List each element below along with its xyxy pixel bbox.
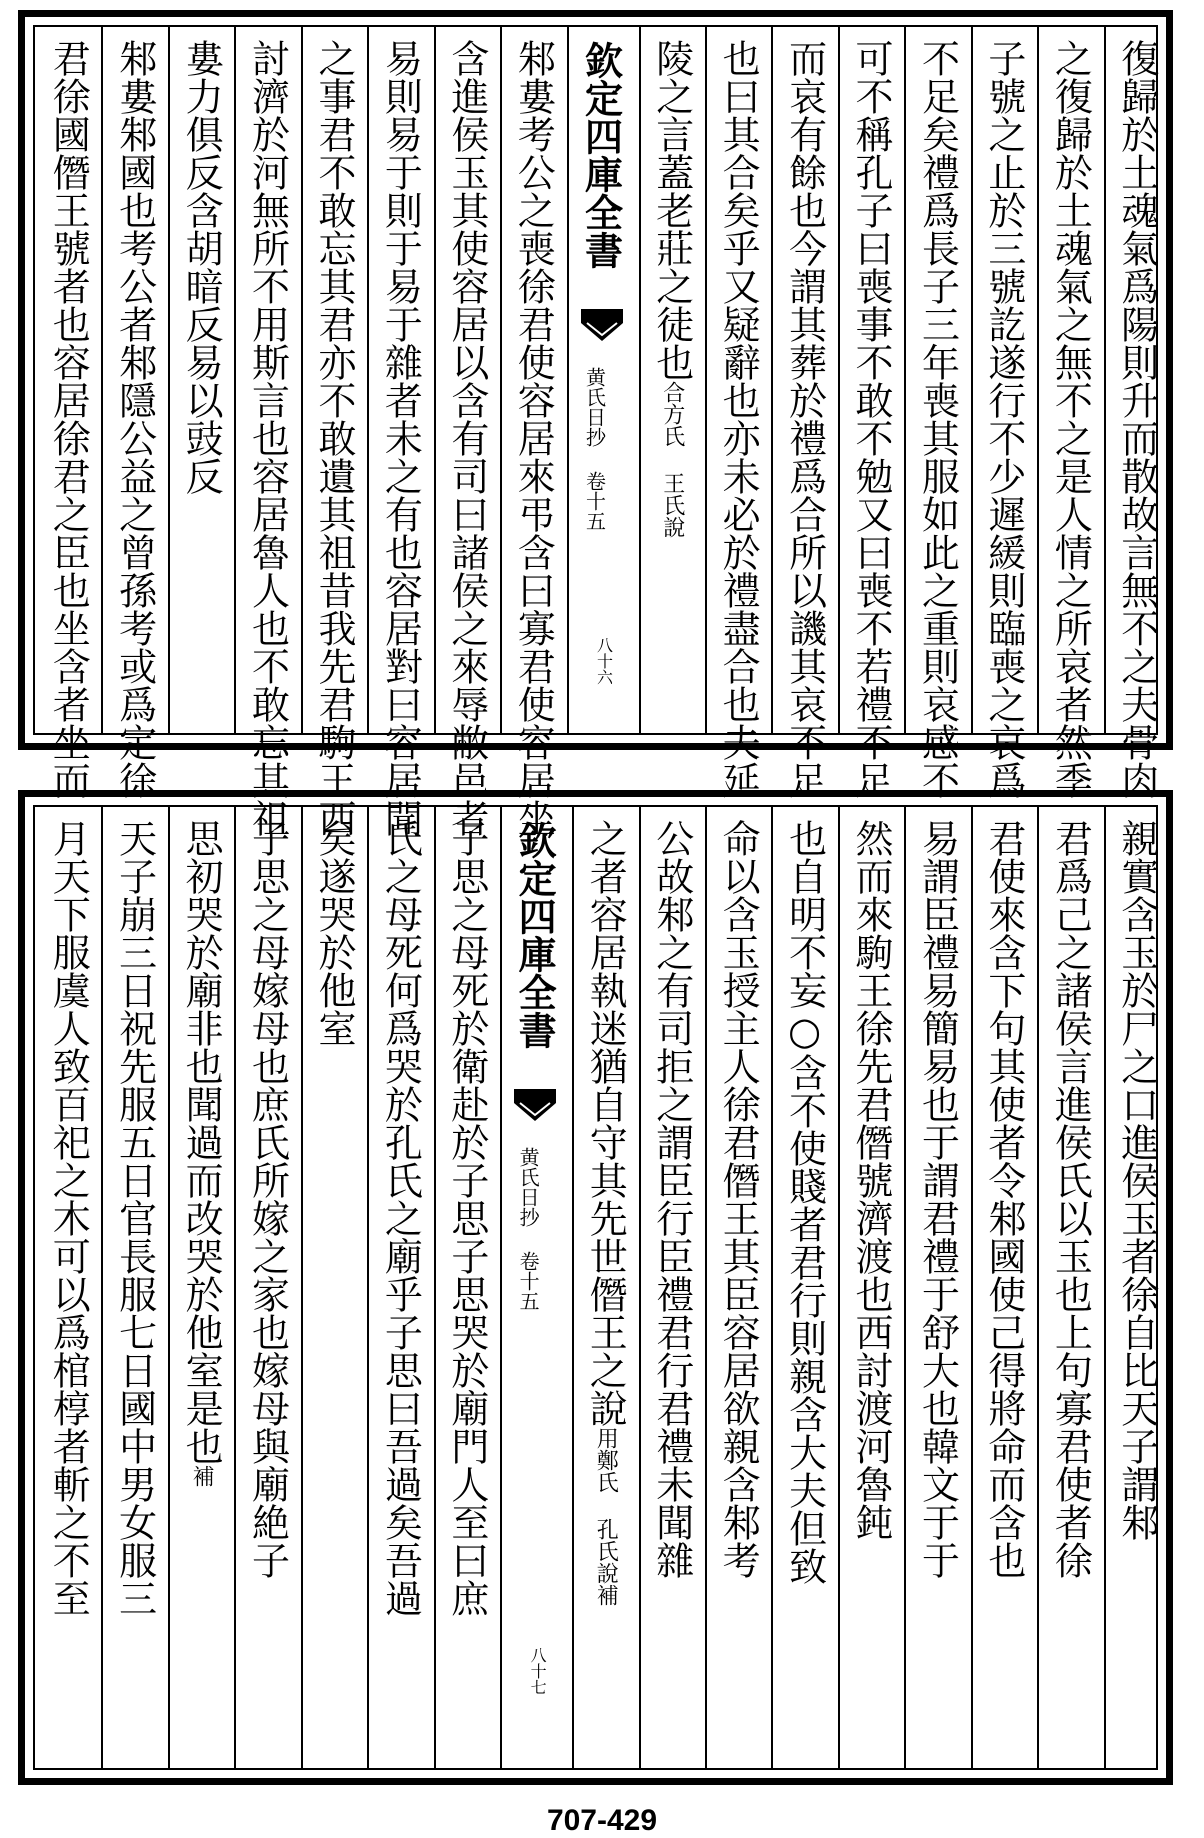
column-rule [234, 807, 236, 1768]
column-rule [572, 807, 574, 1768]
text-column: 之復歸於土魂氣之無不之是人情之所哀者然季 [1048, 39, 1093, 799]
column-rule [367, 27, 369, 733]
bottom-page [0, 780, 1204, 1790]
text-column: 含進侯玉其使容居以含有司曰諸侯之來辱敝邑者 [444, 39, 489, 837]
gutter-title: 欽定四庫全書 [578, 41, 624, 269]
text-column: 君爲己之諸侯言進侯氏以玉也上句寡君使者徐 [1048, 819, 1093, 1579]
column-rule [567, 27, 569, 733]
text-column: 易則易于則于易于雜者未之有也容居對曰容居聞 [378, 39, 423, 837]
page-number: 707-429 [546, 1804, 658, 1837]
page-gutter [567, 27, 639, 733]
column-rule [904, 27, 906, 733]
text-column: 之事君不敢忘其君亦不敢遺其祖昔我先君駒王西 [311, 39, 356, 837]
text-column: 不足矣禮爲長子三年喪其服如此之重則哀感不 [915, 39, 960, 799]
page-gutter [500, 807, 572, 1768]
column-rule [101, 807, 103, 1768]
text-column: 也自明不妄○含不使賤者君行則親含大夫但致 [782, 819, 827, 1585]
column-rule [639, 27, 641, 733]
column-rule [101, 27, 103, 733]
text-column: 氏之母死何爲哭於孔氏之廟乎子思曰吾過矣吾過 [378, 819, 423, 1617]
text-column: 子思之母嫁母也庶氏所嫁之家也嫁母與廟絶子 [245, 819, 290, 1579]
column-rule [838, 807, 840, 1768]
top-page-text-area [33, 25, 1159, 837]
text-column: 親實含玉於尸之口進侯玉者徐自比天子謂邾 [1114, 819, 1159, 1541]
bottom-page-text-area [33, 805, 1158, 1770]
text-column: 婁力俱反含胡暗反易以豉反 [179, 39, 224, 495]
bottom-page-frame [18, 790, 1173, 1785]
text-column: 邾婁考公之喪徐君使容居來弔含曰寡君使容居坐 [511, 39, 556, 837]
text-column: 子思之母死於衛赴於子思子思哭於廟門人至曰庶 [444, 819, 489, 1617]
column-rule [639, 807, 641, 1768]
column-rule [367, 807, 369, 1768]
column-rule [705, 807, 707, 1768]
text-column: 君使來含下句其使者令邾國使己得將命而含也 [981, 819, 1026, 1579]
column-rule [1037, 27, 1039, 733]
text-column: 而哀有餘也今謂其葬於禮爲合所以譏其哀不足 [782, 39, 827, 799]
text-column: 然而來駒王徐先君僭號濟渡也西討渡河魯鈍 [849, 819, 894, 1541]
fishtail-mark-icon [514, 1089, 556, 1127]
gutter-book-title: 黄氏日抄 卷十五 [582, 367, 607, 531]
text-column: 矣遂哭於他室 [311, 819, 356, 1047]
column-rule [301, 807, 303, 1768]
column-rule [771, 807, 773, 1768]
gutter-title: 欽定四庫全書 [512, 821, 558, 1049]
text-column: 討濟於河無所不用斯言也容居魯人也不敢忘其祖 [245, 39, 290, 837]
gutter-leaf-number: 八十七 [528, 1647, 548, 1695]
text-column: 君徐國僭王號者也容居徐君之臣也坐含者坐而 [46, 39, 91, 799]
top-page [0, 0, 1204, 837]
column-rule [1104, 27, 1106, 733]
interlinear-note: 補 [189, 1465, 215, 1487]
column-rule [1037, 807, 1039, 1768]
column-rule [434, 807, 436, 1768]
interlinear-note: 用鄭氏 孔氏說補 [593, 1427, 619, 1606]
text-column: 思初哭於廟非也聞過而改哭於他室是也補 [179, 819, 224, 1487]
column-rule [771, 27, 773, 733]
text-column: 月天下服虞人致百祀之木可以爲棺椁者斬之不至 [46, 819, 91, 1617]
top-page-frame [18, 10, 1173, 837]
text-column: 公故邾之有司拒之謂臣行臣禮君行君禮未聞雜 [649, 819, 694, 1579]
text-column: 陵之言蓋老莊之徒也合方氏 王氏說 [649, 39, 694, 538]
text-column: 易謂臣禮易簡易也于謂君禮于舒大也韓文于于 [915, 819, 960, 1579]
column-rule [168, 27, 170, 733]
column-rule [500, 27, 502, 733]
text-column: 也曰其合矣乎又疑辭也亦未必於禮盡合也夫延 [716, 39, 761, 799]
text-column: 可不稱孔子曰喪事不敢不勉又曰喪不若禮不足 [849, 39, 894, 799]
text-column: 命以含玉授主人徐君僭王其臣容居欲親含邾考 [716, 819, 761, 1579]
column-rule [500, 807, 502, 1768]
column-rule [168, 807, 170, 1768]
column-rule [1104, 807, 1106, 1768]
column-rule [904, 807, 906, 1768]
gutter-book-title: 黄氏日抄 卷十五 [516, 1147, 541, 1311]
text-column: 子號之止於三號訖遂行不少遲緩則臨喪之哀爲 [981, 39, 1026, 799]
column-rule [971, 807, 973, 1768]
column-rule [838, 27, 840, 733]
column-rule [234, 27, 236, 733]
gutter-leaf-number: 八十六 [594, 637, 614, 685]
column-rule [971, 27, 973, 733]
text-column: 邾婁邾國也考公者邾隱公益之曾孫考或爲定徐 [112, 39, 157, 799]
text-column: 復歸於土魂氣爲陽則升而散故言無不之夫骨肉 [1114, 39, 1159, 799]
column-rule [434, 27, 436, 733]
column-rule [301, 27, 303, 733]
text-column: 天子崩三日祝先服五日官長服七日國中男女服三 [112, 819, 157, 1617]
fishtail-mark-icon [581, 309, 623, 347]
column-rule [705, 27, 707, 733]
interlinear-note: 合方氏 王氏說 [659, 381, 685, 538]
text-column: 之者容居執迷猶自守其先世僭王之說用鄭氏 孔氏說補 [583, 819, 628, 1606]
